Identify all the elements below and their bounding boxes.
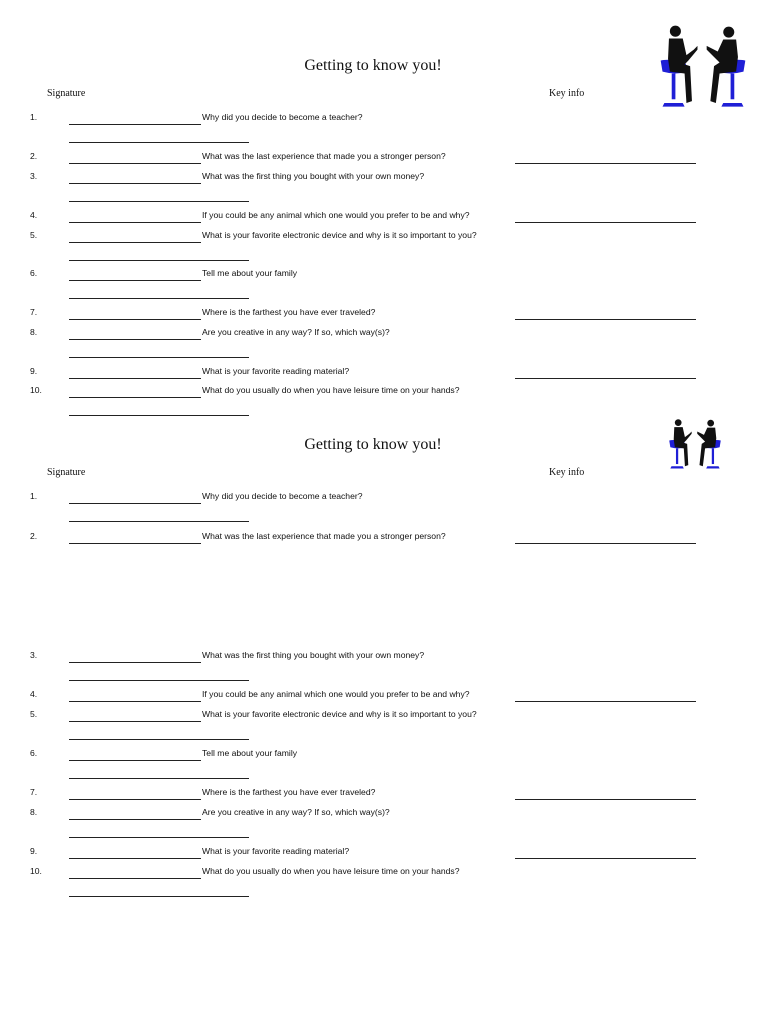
question-text: Tell me about your family [202, 268, 298, 278]
question-row [0, 531, 768, 545]
question-text: If you could be any animal which one would you prefer to be and why? [202, 210, 470, 220]
question-text: What is your favorite electronic device and why is it so important to you? [202, 709, 477, 719]
key-info-line[interactable] [515, 378, 696, 379]
signature-line[interactable] [69, 124, 201, 125]
question-row [0, 307, 768, 321]
question-row [0, 171, 768, 185]
signature-header: Signature [47, 467, 86, 478]
question-text: What is your favorite reading material? [202, 366, 350, 376]
signature-line[interactable] [69, 543, 201, 544]
question-number: 6. [30, 268, 38, 278]
answer-line[interactable] [69, 521, 249, 522]
question-row [0, 385, 768, 399]
question-text: Tell me about your family [202, 748, 298, 758]
question-number: 1. [30, 112, 38, 122]
question-number: 7. [30, 787, 38, 797]
answer-line[interactable] [69, 415, 249, 416]
answer-line[interactable] [69, 896, 249, 897]
signature-line[interactable] [69, 222, 201, 223]
question-text: Where is the farthest you have ever traveled? [202, 307, 376, 317]
question-number: 8. [30, 807, 38, 817]
signature-line[interactable] [69, 183, 201, 184]
key-info-line[interactable] [515, 163, 696, 164]
question-row [0, 748, 768, 762]
question-row [0, 787, 768, 801]
signature-line[interactable] [69, 721, 201, 722]
question-row [0, 112, 768, 126]
answer-line[interactable] [69, 260, 249, 261]
key-info-line[interactable] [515, 543, 696, 544]
key-info-line[interactable] [515, 858, 696, 859]
signature-line[interactable] [69, 503, 201, 504]
signature-line[interactable] [69, 378, 201, 379]
question-row [0, 491, 768, 505]
signature-header: Signature [47, 88, 86, 99]
question-text: Are you creative in any way? If so, which way(s)? [202, 807, 390, 817]
answer-line[interactable] [69, 739, 249, 740]
question-row [0, 327, 768, 341]
question-row [0, 650, 768, 664]
signature-line[interactable] [69, 397, 201, 398]
signature-line[interactable] [69, 701, 201, 702]
worksheet-title: Getting to know you! [304, 57, 442, 74]
signature-line[interactable] [69, 858, 201, 859]
answer-line[interactable] [69, 357, 249, 358]
question-number: 2. [30, 531, 38, 541]
question-number: 10. [30, 385, 42, 395]
question-text: What is your favorite reading material? [202, 846, 350, 856]
question-number: 5. [30, 230, 38, 240]
worksheet-title: Getting to know you! [304, 436, 442, 453]
question-number: 9. [30, 846, 38, 856]
question-row [0, 866, 768, 880]
question-row [0, 709, 768, 723]
question-row [0, 268, 768, 282]
question-number: 3. [30, 650, 38, 660]
signature-line[interactable] [69, 242, 201, 243]
signature-line[interactable] [69, 280, 201, 281]
signature-line[interactable] [69, 319, 201, 320]
two-people-talking-icon [657, 22, 749, 114]
question-number: 10. [30, 866, 42, 876]
question-text: What is your favorite electronic device and why is it so important to you? [202, 230, 477, 240]
question-row [0, 807, 768, 821]
answer-line[interactable] [69, 298, 249, 299]
question-text: What was the last experience that made you a stronger person? [202, 151, 446, 161]
key-info-line[interactable] [515, 799, 696, 800]
question-text: What do you usually do when you have leisure time on your hands? [202, 385, 460, 395]
question-text: What do you usually do when you have leisure time on your hands? [202, 866, 460, 876]
key-info-header: Key info [549, 88, 585, 99]
question-text: What was the first thing you bought with your own money? [202, 171, 425, 181]
question-number: 3. [30, 171, 38, 181]
question-row [0, 230, 768, 244]
signature-line[interactable] [69, 339, 201, 340]
question-row [0, 846, 768, 860]
key-info-line[interactable] [515, 222, 696, 223]
question-row [0, 210, 768, 224]
answer-line[interactable] [69, 778, 249, 779]
answer-line[interactable] [69, 142, 249, 143]
question-row [0, 689, 768, 703]
answer-line[interactable] [69, 837, 249, 838]
question-number: 4. [30, 689, 38, 699]
question-text: Are you creative in any way? If so, which way(s)? [202, 327, 390, 337]
question-row [0, 151, 768, 165]
key-info-line[interactable] [515, 319, 696, 320]
key-info-line[interactable] [515, 701, 696, 702]
signature-line[interactable] [69, 799, 201, 800]
two-people-talking-icon [667, 417, 723, 473]
signature-line[interactable] [69, 163, 201, 164]
question-text: Why did you decide to become a teacher? [202, 491, 363, 501]
answer-line[interactable] [69, 680, 249, 681]
key-info-header: Key info [549, 467, 585, 478]
signature-line[interactable] [69, 662, 201, 663]
question-text: What was the last experience that made you a stronger person? [202, 531, 446, 541]
answer-line[interactable] [69, 201, 249, 202]
question-text: Why did you decide to become a teacher? [202, 112, 363, 122]
question-number: 6. [30, 748, 38, 758]
signature-line[interactable] [69, 760, 201, 761]
question-number: 2. [30, 151, 38, 161]
question-number: 8. [30, 327, 38, 337]
question-text: What was the first thing you bought with your own money? [202, 650, 425, 660]
question-number: 7. [30, 307, 38, 317]
signature-line[interactable] [69, 819, 201, 820]
question-number: 4. [30, 210, 38, 220]
question-number: 1. [30, 491, 38, 501]
question-text: If you could be any animal which one would you prefer to be and why? [202, 689, 470, 699]
question-text: Where is the farthest you have ever traveled? [202, 787, 376, 797]
question-number: 9. [30, 366, 38, 376]
question-number: 5. [30, 709, 38, 719]
signature-line[interactable] [69, 878, 201, 879]
question-row [0, 366, 768, 380]
